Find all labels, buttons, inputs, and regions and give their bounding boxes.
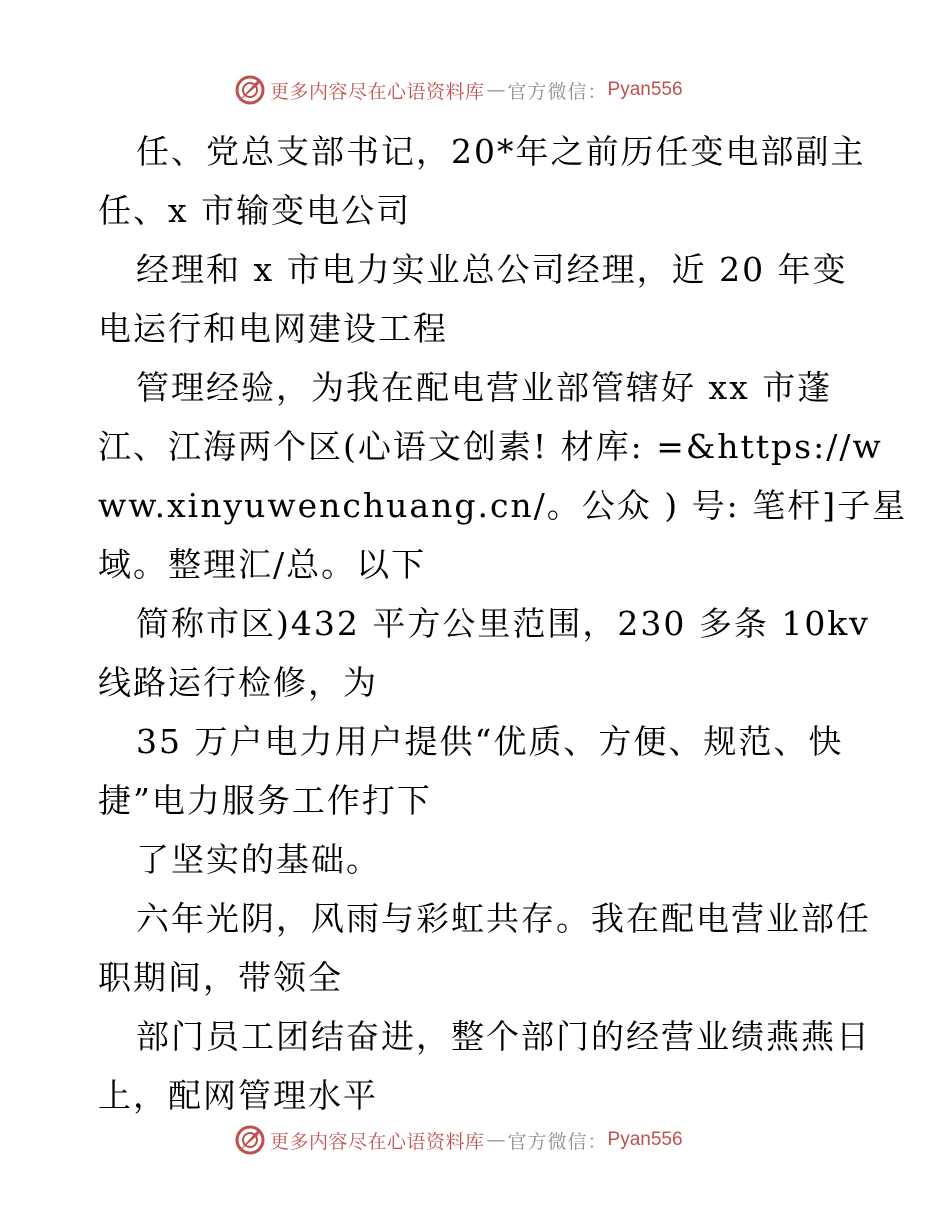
text-line: 任、党总支部书记，20*年之前历任变电部副主 (136, 132, 866, 171)
text-line: 上，配网管理水平 (98, 1076, 378, 1115)
text-line: 管理经验，为我在配电营业部管辖好 xx 市蓬 (136, 368, 833, 407)
footer-banner (234, 1122, 714, 1158)
banner-separator: — (486, 1129, 506, 1151)
text-line: 任、x 市输变电公司 (98, 191, 412, 230)
paragraph (98, 358, 908, 594)
banner-main-text: 更多内容尽在心语资料库 (270, 1130, 485, 1153)
paragraph (98, 594, 870, 712)
banner-official-label: 官方微信： (507, 1130, 608, 1153)
banner-main-text: 更多内容尽在心语资料库 (270, 80, 485, 103)
paragraph (98, 830, 858, 889)
paragraph (98, 1007, 871, 1125)
text-line: 域。整理汇/总。以下 (98, 545, 427, 584)
text-line: 线路运行检修，为 (98, 663, 378, 702)
text-line: 了坚实的基础。 (136, 840, 381, 879)
text-line: 捷”电力服务工作打下 (98, 781, 432, 820)
text-line: 江、江海两个区(心语文创素! 材库: =&https://w (98, 427, 883, 466)
banner-separator: — (486, 79, 506, 101)
text-line: 35 万户电力用户提供“优质、方便、规范、快 (136, 722, 844, 761)
text-line: 简称市区)432 平方公里范围，230 多条 10kv (136, 604, 870, 643)
paragraph (98, 122, 866, 240)
paragraph (98, 889, 871, 1007)
text-line: 部门员工团结奋进，整个部门的经营业绩燕燕日 (136, 1017, 871, 1056)
banner-official-label: 官方微信： (507, 80, 608, 103)
quill-logo-icon (234, 1124, 266, 1156)
text-line: 电运行和电网建设工程 (98, 309, 448, 348)
document-body (98, 122, 908, 1125)
quill-logo-icon (234, 74, 266, 106)
banner-wechat-id: Pyan556 (607, 79, 683, 100)
header-banner (234, 72, 714, 108)
paragraph (98, 712, 858, 830)
paragraph (98, 240, 858, 358)
banner-wechat-id: Pyan556 (607, 1129, 683, 1150)
text-line: ww.xinyuwenchuang.cn/。公众 ) 号: 笔杆]子星 (98, 486, 908, 525)
text-line: 六年光阴，风雨与彩虹共存。我在配电营业部任 (136, 899, 871, 938)
text-line: 经理和 x 市电力实业总公司经理，近 20 年变 (136, 250, 848, 289)
text-line: 职期间，带领全 (98, 958, 343, 997)
